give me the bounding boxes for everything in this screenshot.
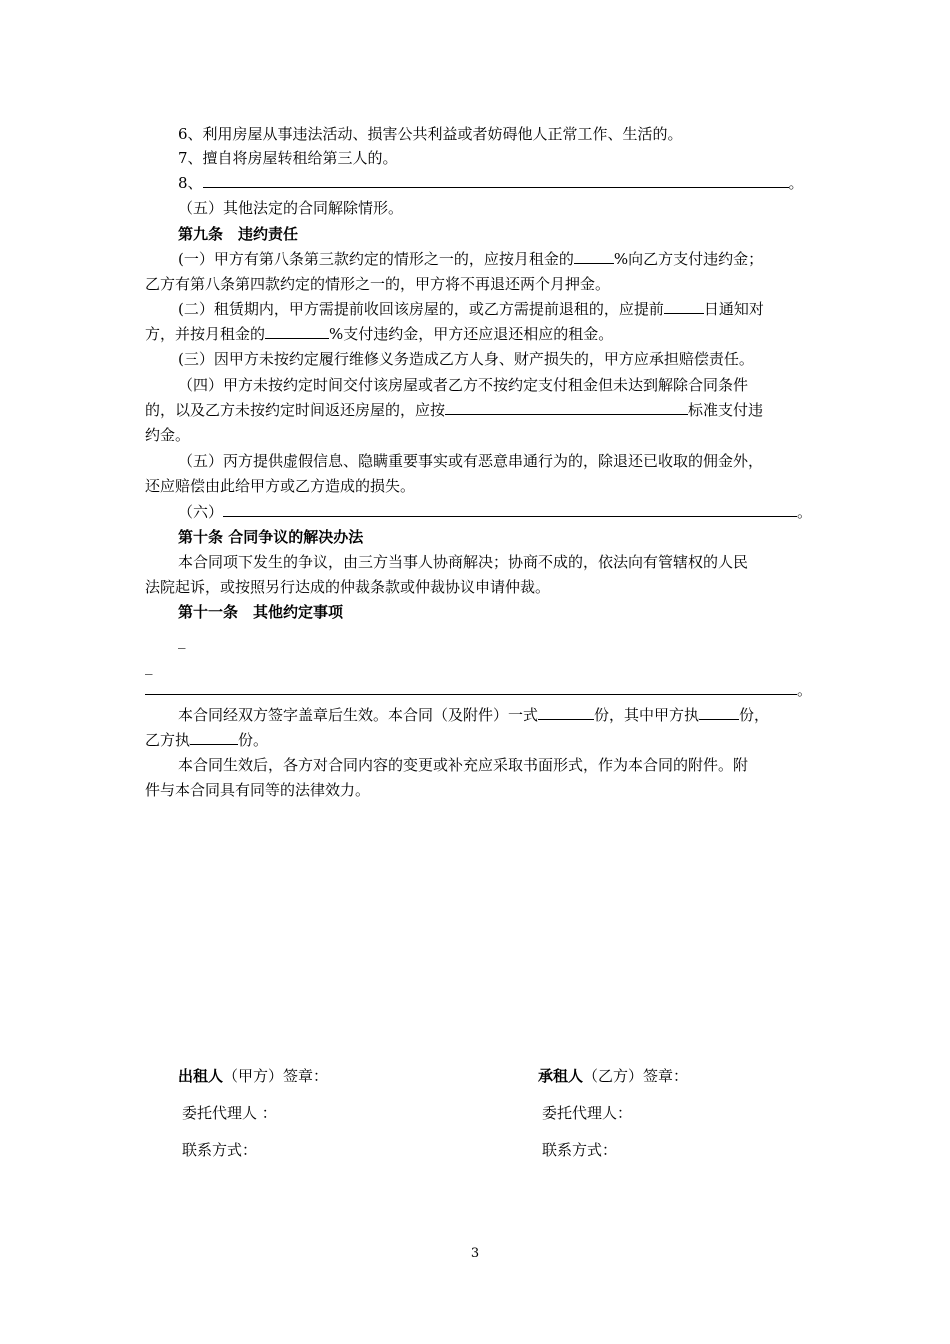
article-9-para-6: （六） 。 — [178, 503, 813, 521]
blank-line — [265, 324, 329, 339]
lessee-agent-label: 委托代理人： — [542, 1104, 633, 1122]
blank-line — [223, 502, 797, 517]
effect-para-1-cont: 乙方执 份。 — [145, 731, 269, 749]
lessee-contact-label: 联系方式： — [542, 1141, 618, 1159]
effect-para-1: 本合同经双方签字盖章后生效。本合同（及附件）一式 份，其中甲方执 份， — [178, 706, 770, 724]
effect-para-2-cont: 件与本合同具有同等的法律效力。 — [145, 781, 371, 799]
lessee-signature-label: 承租人（乙方）签章： — [538, 1067, 689, 1085]
blank-line — [664, 299, 704, 314]
article-9-para-1-cont: 乙方有第八条第四款约定的情形之一的，甲方将不再退还两个月押金。 — [145, 275, 611, 293]
blank-line — [190, 730, 238, 745]
effect-para-2: 本合同生效后，各方对合同内容的变更或补充应采取书面形式，作为本合同的附件。附 — [178, 756, 749, 774]
article-9-para-1: (一）甲方有第八条第三款约定的情形之一的，应按月租金的 %向乙方支付违约金； — [178, 250, 764, 268]
blank-line — [445, 400, 688, 415]
clause-item-8: 8、 。 — [178, 174, 804, 192]
article-10-title: 第十条 合同争议的解决办法 — [178, 528, 364, 546]
blank-line — [699, 705, 739, 720]
article-11-blank: 。 — [145, 680, 810, 700]
blank-dash-1: _ — [178, 631, 186, 649]
blank-line — [538, 705, 594, 720]
article-9-para-2-cont: 方，并按月租金的 %支付违约金，甲方还应退还相应的租金。 — [145, 325, 614, 343]
clause-item-7: 7、擅自将房屋转租给第三人的。 — [178, 149, 398, 167]
article-9-para-5: （五）丙方提供虚假信息、隐瞒重要事实或有恶意串通行为的，除退还已收取的佣金外， — [178, 452, 764, 470]
article-10-para: 本合同项下发生的争议，由三方当事人协商解决；协商不成的，依法向有管辖权的人民 — [178, 553, 749, 571]
article-9-para-4-end: 约金。 — [145, 426, 191, 444]
blank-dash-2: _ — [145, 657, 153, 675]
clause-item-6: 6、利用房屋从事违法活动、损害公共利益或者妨碍他人正常工作、生活的。 — [178, 125, 683, 143]
blank-line — [203, 173, 789, 188]
article-10-para-cont: 法院起诉，或按照另行达成的仲裁条款或仲裁协议申请仲裁。 — [145, 578, 551, 596]
article-9-para-4: （四）甲方未按约定时间交付该房屋或者乙方不按约定支付租金但未达到解除合同条件 — [178, 376, 749, 394]
lessor-signature-label: 出租人（甲方）签章： — [178, 1067, 329, 1085]
blank-line — [145, 680, 797, 695]
article-9-para-3: (三）因甲方未按约定履行维修义务造成乙方人身、财产损失的，甲方应承担赔偿责任。 — [178, 350, 754, 368]
article-9-para-5-cont: 还应赔偿由此给甲方或乙方造成的损失。 — [145, 477, 416, 495]
article-9-para-4-cont: 的，以及乙方未按约定时间返还房屋的，应按 标准支付违 — [145, 401, 764, 419]
lessor-contact-label: 联系方式： — [182, 1141, 258, 1159]
article-9-para-2: (二）租赁期内，甲方需提前收回该房屋的，或乙方需提前退租的，应提前 日通知对 — [178, 300, 764, 318]
article-9-title: 第九条 违约责任 — [178, 225, 299, 243]
clause-five-other: （五）其他法定的合同解除情形。 — [178, 199, 404, 217]
page-number: 3 — [470, 1246, 480, 1261]
blank-line — [574, 249, 614, 264]
article-11-title: 第十一条 其他约定事项 — [178, 603, 344, 621]
lessor-agent-label: 委托代理人 ： — [182, 1104, 277, 1122]
